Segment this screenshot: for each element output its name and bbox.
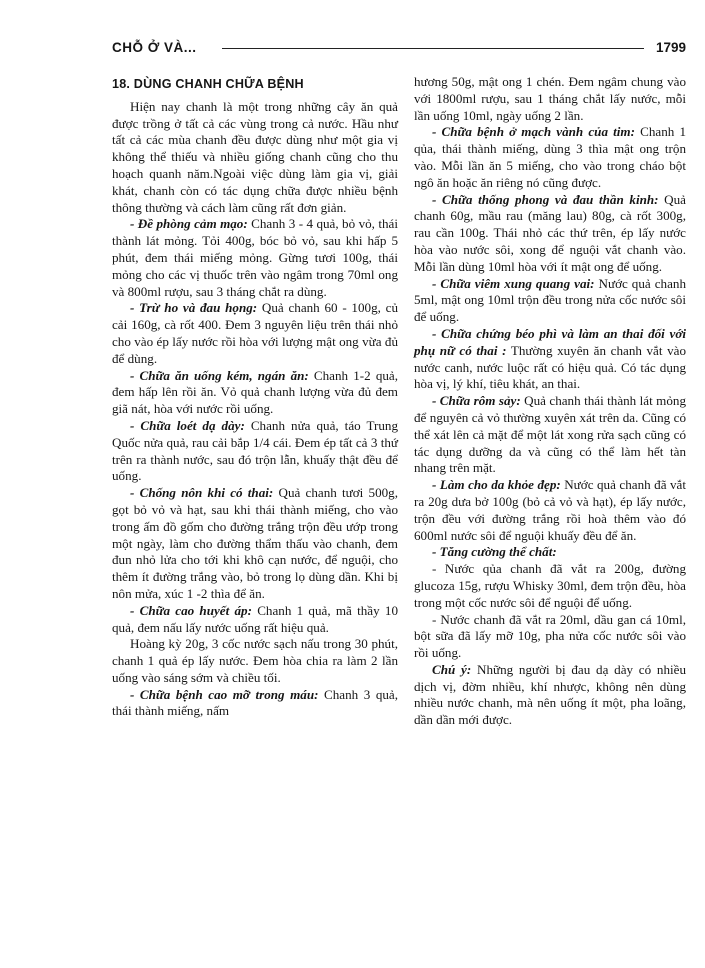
- remedy-heading: - Chữa loét dạ dày:: [130, 417, 245, 433]
- left-paragraph: [112, 99, 398, 217]
- running-header: [112, 40, 686, 62]
- remedy-heading: - Chữa chứng béo phì và làm an thai đối với phụ nữ có thai :: [414, 325, 686, 358]
- right-paragraph: [414, 612, 686, 662]
- right-column: [414, 74, 686, 729]
- remedy-heading: - Chữa bệnh ở mạch vành của tim:: [432, 124, 635, 140]
- right-paragraph: [414, 544, 686, 561]
- left-column: [112, 72, 398, 720]
- remedy-heading: - Trừ ho và đau họng:: [130, 300, 258, 316]
- remedy-heading: - Chữa ăn uống kém, ngán ăn:: [130, 367, 309, 383]
- remedy-text: Nước quả chanh 5ml, mật ong 10ml trộn đều trong nửa cốc nước sôi để uống.: [414, 275, 686, 325]
- remedy-heading: - Đề phòng cảm mạo:: [130, 216, 248, 232]
- right-paragraph: [414, 326, 686, 393]
- remedy-text: Quả chanh tươi 500g, gọt bỏ vỏ và hạt, sau khi thái thành miếng, cho vào trong ấm đồ gốm cho đường trắng trộn đều ướp trong một ngày, làm cho đường thẩm thấu vào chanh, đem đun nhỏ lửa cho tới khi khô cạn nước, để nguội, cho thêm ít đường trắng vào, bỏ trong lọ dùng dần. Khi bị nôn mửa, xúc 1 -2 thìa để ăn.: [112, 485, 398, 601]
- remedy-text: - Nước chanh đã vắt ra 20ml, dầu gan cá 10ml, bột sữa đã lấy mỡ 10g, pha nửa cốc nước sôi vào rồi uống.: [414, 611, 686, 661]
- remedy-heading: Chú ý:: [432, 661, 472, 677]
- remedy-text: Chanh 1 quả, mã thầy 10 quả, đem nấu lấy nước uống rất hiệu quả.: [112, 602, 398, 635]
- page-number: 1799: [655, 40, 686, 55]
- remedy-text: Những người bị đau dạ dày có nhiều dịch vị, đờm nhiều, khí nhược, không nên dùng nhiều nước chanh, mà nên uống ít một, pha loãng, dần dần mới được.: [414, 661, 687, 728]
- remedy-heading: - Làm cho da khỏe đẹp:: [432, 477, 561, 493]
- remedy-heading: - Chữa cao huyết áp:: [130, 602, 252, 618]
- right-paragraph: [414, 393, 686, 477]
- remedy-heading: - Chữa rôm sảy:: [432, 393, 521, 409]
- remedy-text: Nước quả chanh đã vắt ra 20g dưa bở 100g (bỏ cả vỏ và hạt), ép lấy nước, trộn đều với đường trắng rồi hoà thêm vào đó 600ml nước sôi để nguội khuấy đều để ăn.: [414, 477, 686, 543]
- left-paragraph: [112, 485, 398, 603]
- right-paragraph: [414, 662, 686, 729]
- left-paragraph: [112, 636, 398, 686]
- running-title: CHỖ Ở VÀ...: [112, 40, 197, 55]
- remedy-text: Quả chanh 60g, mầu rau (măng lau) 80g, cà rốt 300g, rau cần 100g. Thái nhỏ các thứ trên, ép lấy nước hòa vào nước sôi, xong để nguội vắt chanh vào. Mỗi lần dùng 10ml hòa với ít mật ong để uống.: [414, 191, 686, 274]
- remedy-text: Hoàng kỳ 20g, 3 cốc nước sạch nấu trong 30 phút, chanh 1 quả ép lấy nước. Đem hòa chia ra làm 2 lần uống vào sáng sớm và chiều tối.: [112, 636, 398, 685]
- right-paragraph: [414, 276, 686, 326]
- remedy-text: Chanh 3 quả, thái thành miếng, nấm: [112, 686, 398, 719]
- remedy-text: Chanh 1 qủa, thái thành miếng, dùng 3 thìa mật ong trộn vào. Mỗi lần ăn 5 miếng, cho vào trong cháo bột ngô ăn hoặc ăn riêng nó cũng được.: [414, 124, 686, 190]
- remedy-text: Chanh nửa quả, táo Trung Quốc nửa quả, rau cải bắp 1/4 cái. Đem ép tất cả 3 thứ trên ra thành nước, sau đó trộn lẫn, khuấy thật đều để uống.: [112, 417, 398, 484]
- left-paragraph: [112, 216, 398, 300]
- remedy-text: Hiện nay chanh là một trong những cây ăn quả được trồng ở tất cả các vùng trong cả nước. Hầu như tất cả các mùa chanh đều được dùng như một gia vị không thể thiếu và nhiều giống chanh cũng cho thu hoạch quanh năm.Ngoài việc dùng làm gia vị, giải khát, chanh còn có tác dụng chữa được nhiều bệnh thông thường và cách làm cũng rất đơn giản.: [112, 98, 398, 215]
- left-paragraph: [112, 418, 398, 485]
- remedy-text: Chanh 3 - 4 quả, bỏ vỏ, thái thành lát mỏng. Tỏi 400g, bóc bỏ vỏ, sau khi hấp 5 phút, đem thái miếng mỏng. Gừng tươi 100g, thái mỏng cho các vị thuốc trên vào ngâm trong 70ml ong và 800ml rượu, sau 3 tháng chắt ra dùng.: [112, 216, 398, 299]
- remedy-text: Quả chanh thái thành lát mỏng để nguyên cả vỏ thường xuyên xát trên da. Cũng có thể xát lên cả mặt để một lát xong rửa sạch cũng có tác dụng dưỡng da và cũng có thể làm hết tàn nhang trên mặt.: [414, 393, 686, 476]
- remedy-text: - Nước qủa chanh đã vắt ra 200g, đường glucoza 15g, rượu Whisky 30ml, đem trộn đều, hòa trong một cốc nước sôi để nguội để uống.: [414, 561, 686, 610]
- left-paragraph: [112, 687, 398, 721]
- right-paragraph: [414, 192, 686, 276]
- remedy-text: hương 50g, mật ong 1 chén. Đem ngâm chung vào với 1800ml rượu, sau 1 tháng chắt lấy nước, mỗi lần uống 10ml, ngày uống 2 lần.: [414, 74, 686, 123]
- header-rule: [222, 48, 644, 49]
- right-paragraph: [414, 561, 686, 611]
- remedy-heading: - Tăng cường thể chất:: [432, 544, 557, 560]
- remedy-heading: - Chữa viêm xung quang vai:: [432, 275, 595, 291]
- left-paragraph: [112, 368, 398, 418]
- remedy-text: Quả chanh 60 - 100g, củ cải 160g, cà rốt 400. Đem 3 nguyên liệu trên thái nhỏ cho vào ép lấy nước rồi hòa với lượng mật ong vừa đủ để dùng.: [112, 300, 399, 366]
- remedy-heading: - Chống nôn khi có thai:: [130, 485, 274, 501]
- left-paragraph: [112, 603, 398, 637]
- right-paragraph: [414, 74, 686, 124]
- remedy-heading: - Chữa thống phong và đau thần kinh:: [432, 191, 659, 207]
- right-paragraph: [414, 124, 686, 191]
- section-title: 18. DÙNG CHANH CHỮA BỆNH: [112, 77, 304, 91]
- right-paragraph: [414, 477, 686, 544]
- remedy-text: Thường xuyên ăn chanh vắt vào nước canh, nước luộc rất có hiệu quả. Có tác dụng hòa vị, lý khí, tiêu khát, an thai.: [414, 342, 687, 392]
- remedy-heading: - Chữa bệnh cao mỡ trong máu:: [130, 686, 319, 702]
- left-paragraph: [112, 300, 398, 367]
- remedy-text: Chanh 1-2 quả, đem hấp lên rồi ăn. Vỏ quả chanh lượng vừa đủ đem giã nát, hòa với nước rồi uống.: [112, 367, 399, 417]
